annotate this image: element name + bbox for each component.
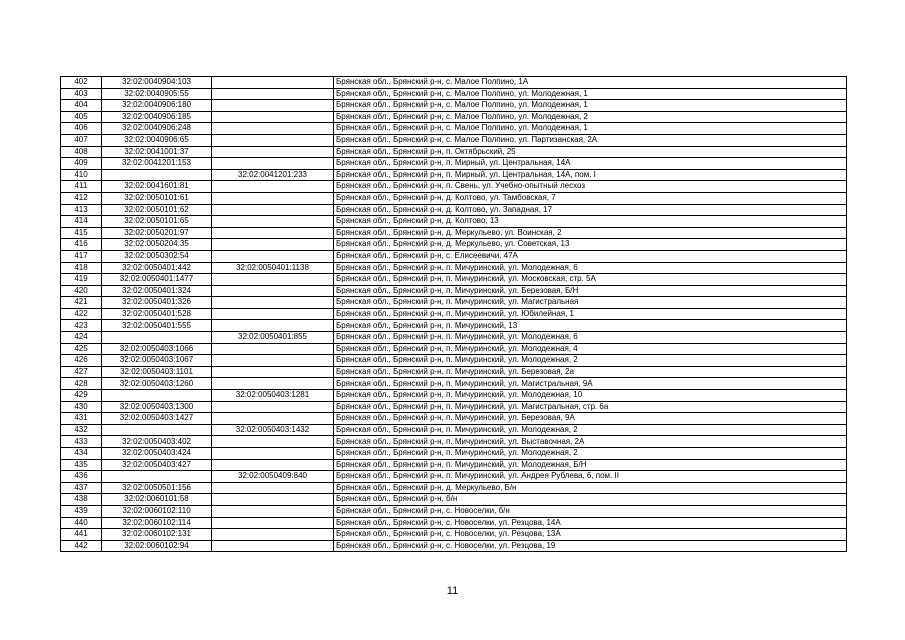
related-cadastral-number-cell: 32:02:0050409:840 (212, 471, 334, 483)
row-number-cell: 435 (61, 459, 102, 471)
table-body (61, 77, 847, 552)
cadastral-number-cell: 32:02:0050401:324 (102, 285, 212, 297)
table-row (61, 401, 847, 413)
table-row (61, 308, 847, 320)
cadastral-number-cell: 32:02:0060101:58 (102, 494, 212, 506)
related-cadastral-number-cell (212, 517, 334, 529)
table-row (61, 390, 847, 402)
related-cadastral-number-cell (212, 88, 334, 100)
table-row (61, 239, 847, 251)
cadastral-number-cell: 32:02:0050101:62 (102, 204, 212, 216)
related-cadastral-number-cell (212, 158, 334, 170)
cadastral-number-cell: 32:02:0050401:528 (102, 308, 212, 320)
address-cell: Брянская обл., Брянский р-н, п. Мичуринский, ул. Магистральная, стр. 6а (334, 401, 847, 413)
cadastral-number-cell: 32:02:0050403:424 (102, 448, 212, 460)
cadastral-number-cell: 32:02:0040906:65 (102, 134, 212, 146)
cadastral-number-cell: 32:02:0050204:35 (102, 239, 212, 251)
related-cadastral-number-cell (212, 540, 334, 552)
related-cadastral-number-cell (212, 482, 334, 494)
related-cadastral-number-cell (212, 320, 334, 332)
row-number-cell: 439 (61, 505, 102, 517)
related-cadastral-number-cell (212, 436, 334, 448)
table-row (61, 366, 847, 378)
row-number-cell: 402 (61, 77, 102, 89)
cadastral-number-cell: 32:02:0041001:37 (102, 146, 212, 158)
row-number-cell: 431 (61, 413, 102, 425)
address-cell: Брянская обл., Брянский р-н, с. Елисеевичи, 47А (334, 250, 847, 262)
address-cell: Брянская обл., Брянский р-н, п. Мичуринский, ул. Магистральная, 9А (334, 378, 847, 390)
row-number-cell: 418 (61, 262, 102, 274)
table-row (61, 192, 847, 204)
cadastral-number-cell: 32:02:0060102:94 (102, 540, 212, 552)
table-row (61, 274, 847, 286)
table-row (61, 146, 847, 158)
related-cadastral-number-cell (212, 297, 334, 309)
address-cell: Брянская обл., Брянский р-н, п. Мичуринский, ул. Березовая, 9А (334, 413, 847, 425)
table-row (61, 471, 847, 483)
address-cell: Брянская обл., Брянский р-н, п. Мичуринский, ул. Выставочная, 2А (334, 436, 847, 448)
related-cadastral-number-cell (212, 100, 334, 112)
row-number-cell: 404 (61, 100, 102, 112)
table-row (61, 285, 847, 297)
cadastral-number-cell (102, 390, 212, 402)
cadastral-number-cell: 32:02:0050101:65 (102, 216, 212, 228)
address-cell: Брянская обл., Брянский р-н, п. Свень, ул. Учебно-опытный лесхоз (334, 181, 847, 193)
address-cell: Брянская обл., Брянский р-н, п. Мичуринский, ул. Юбилейная, 1 (334, 308, 847, 320)
address-cell: Брянская обл., Брянский р-н, п. Мичуринский, ул. Березовая, 2а (334, 366, 847, 378)
row-number-cell: 409 (61, 158, 102, 170)
address-cell: Брянская обл., Брянский р-н, д. Колтово, ул. Тамбовская, 7 (334, 192, 847, 204)
row-number-cell: 433 (61, 436, 102, 448)
related-cadastral-number-cell: 32:02:0050401:855 (212, 332, 334, 344)
table-row (61, 459, 847, 471)
related-cadastral-number-cell: 32:02:0041201:233 (212, 169, 334, 181)
related-cadastral-number-cell (212, 274, 334, 286)
address-cell: Брянская обл., Брянский р-н, п. Мичуринский, ул. Молодежная, 6 (334, 332, 847, 344)
related-cadastral-number-cell (212, 192, 334, 204)
cadastral-number-cell: 32:02:0050403:1067 (102, 355, 212, 367)
cadastral-number-cell (102, 471, 212, 483)
row-number-cell: 427 (61, 366, 102, 378)
cadastral-number-cell: 32:02:0050403:1101 (102, 366, 212, 378)
address-cell: Брянская обл., Брянский р-н, с. Малое Полпино, ул. Молодежная, 1 (334, 100, 847, 112)
cadastral-number-cell: 32:02:0040906:180 (102, 100, 212, 112)
row-number-cell: 419 (61, 274, 102, 286)
table-row (61, 448, 847, 460)
address-cell: Брянская обл., Брянский р-н, с. Малое Полпино, 1А (334, 77, 847, 89)
property-table (60, 76, 847, 552)
cadastral-number-cell: 32:02:0050101:61 (102, 192, 212, 204)
related-cadastral-number-cell: 32:02:0050401:1138 (212, 262, 334, 274)
cadastral-number-cell (102, 424, 212, 436)
row-number-cell: 429 (61, 390, 102, 402)
related-cadastral-number-cell (212, 366, 334, 378)
related-cadastral-number-cell (212, 146, 334, 158)
table-row (61, 262, 847, 274)
address-cell: Брянская обл., Брянский р-н, п. Мичуринский, ул. Молодежная, 2 (334, 424, 847, 436)
row-number-cell: 422 (61, 308, 102, 320)
table-row (61, 529, 847, 541)
row-number-cell: 410 (61, 169, 102, 181)
row-number-cell: 437 (61, 482, 102, 494)
row-number-cell: 428 (61, 378, 102, 390)
address-cell: Брянская обл., Брянский р-н, п. Октябрьский, 25 (334, 146, 847, 158)
row-number-cell: 412 (61, 192, 102, 204)
address-cell: Брянская обл., Брянский р-н, п. Мичуринский, ул. Молодежная, 10 (334, 390, 847, 402)
address-cell: Брянская обл., Брянский р-н, д. Меркульево, Б/н (334, 482, 847, 494)
cadastral-number-cell: 32:02:0060102:131 (102, 529, 212, 541)
address-cell: Брянская обл., Брянский р-н, с. Новоселки, ул. Резцова, 14А (334, 517, 847, 529)
address-cell: Брянская обл., Брянский р-н, п. Мичуринский, ул. Молодежная, 6 (334, 262, 847, 274)
address-cell: Брянская обл., Брянский р-н, п. Мичуринский, ул. Магистральная (334, 297, 847, 309)
related-cadastral-number-cell (212, 134, 334, 146)
address-cell: Брянская обл., Брянский р-н, п. Мирный, ул. Центральная, 14А, пом. I (334, 169, 847, 181)
table-row (61, 88, 847, 100)
address-cell: Брянская обл., Брянский р-н, п. Мичуринский, ул. Московская, стр. 5А (334, 274, 847, 286)
table-row (61, 494, 847, 506)
related-cadastral-number-cell (212, 77, 334, 89)
cadastral-number-cell: 32:02:0050501:156 (102, 482, 212, 494)
address-cell: Брянская обл., Брянский р-н, п. Мичуринский, ул. Березовая, Б/Н (334, 285, 847, 297)
table-row (61, 250, 847, 262)
address-cell: Брянская обл., Брянский р-н, с. Малое Полпино, ул. Молодежная, 1 (334, 88, 847, 100)
row-number-cell: 416 (61, 239, 102, 251)
related-cadastral-number-cell (212, 123, 334, 135)
table-row (61, 332, 847, 344)
table-row (61, 436, 847, 448)
table-row (61, 204, 847, 216)
row-number-cell: 420 (61, 285, 102, 297)
address-cell: Брянская обл., Брянский р-н, с. Малое Полпино, ул. Партизанская, 2А (334, 134, 847, 146)
address-cell: Брянская обл., Брянский р-н, с. Малое Полпино, ул. Молодежная, 2 (334, 111, 847, 123)
cadastral-number-cell: 32:02:0040904:103 (102, 77, 212, 89)
address-cell: Брянская обл., Брянский р-н, п. Мичуринский, ул. Молодежная, 2 (334, 355, 847, 367)
address-cell: Брянская обл., Брянский р-н, п. Мичуринский, ул. Молодежная, Б/Н (334, 459, 847, 471)
cadastral-number-cell: 32:02:0041201:153 (102, 158, 212, 170)
cadastral-number-cell: 32:02:0040906:185 (102, 111, 212, 123)
related-cadastral-number-cell (212, 401, 334, 413)
cadastral-number-cell: 32:02:0050401:326 (102, 297, 212, 309)
address-cell: Брянская обл., Брянский р-н, б/н (334, 494, 847, 506)
row-number-cell: 421 (61, 297, 102, 309)
address-cell: Брянская обл., Брянский р-н, п. Мичуринский, 13 (334, 320, 847, 332)
address-cell: Брянская обл., Брянский р-н, д. Меркульево, ул. Советская, 13 (334, 239, 847, 251)
related-cadastral-number-cell (212, 343, 334, 355)
address-cell: Брянская обл., Брянский р-н, д. Меркульево, ул. Воинская, 2 (334, 227, 847, 239)
table-row (61, 169, 847, 181)
table-row (61, 424, 847, 436)
row-number-cell: 441 (61, 529, 102, 541)
cadastral-number-cell: 32:02:0041601:81 (102, 181, 212, 193)
row-number-cell: 405 (61, 111, 102, 123)
related-cadastral-number-cell (212, 355, 334, 367)
table-row (61, 123, 847, 135)
table-row (61, 158, 847, 170)
table-row (61, 355, 847, 367)
related-cadastral-number-cell (212, 227, 334, 239)
table-row (61, 517, 847, 529)
cadastral-number-cell: 32:02:0050403:402 (102, 436, 212, 448)
cadastral-number-cell (102, 169, 212, 181)
row-number-cell: 436 (61, 471, 102, 483)
table-row (61, 482, 847, 494)
row-number-cell: 424 (61, 332, 102, 344)
cadastral-number-cell (102, 332, 212, 344)
related-cadastral-number-cell (212, 250, 334, 262)
row-number-cell: 417 (61, 250, 102, 262)
table-row (61, 227, 847, 239)
row-number-cell: 414 (61, 216, 102, 228)
related-cadastral-number-cell (212, 181, 334, 193)
address-cell: Брянская обл., Брянский р-н, п. Мичуринский, ул. Андрея Рублева, 6, пом. II (334, 471, 847, 483)
address-cell: Брянская обл., Брянский р-н, п. Мичуринский, ул. Молодежная, 2 (334, 448, 847, 460)
related-cadastral-number-cell (212, 285, 334, 297)
cadastral-number-cell: 32:02:0050401:555 (102, 320, 212, 332)
address-cell: Брянская обл., Брянский р-н, п. Мирный, ул. Центральная, 14А (334, 158, 847, 170)
table-row (61, 111, 847, 123)
table-row (61, 505, 847, 517)
related-cadastral-number-cell (212, 239, 334, 251)
row-number-cell: 425 (61, 343, 102, 355)
cadastral-number-cell: 32:02:0050403:1066 (102, 343, 212, 355)
related-cadastral-number-cell (212, 413, 334, 425)
row-number-cell: 432 (61, 424, 102, 436)
cadastral-number-cell: 32:02:0050401:1477 (102, 274, 212, 286)
related-cadastral-number-cell (212, 494, 334, 506)
page-number: 11 (446, 585, 459, 597)
related-cadastral-number-cell: 32:02:0050403:1281 (212, 390, 334, 402)
cadastral-number-cell: 32:02:0050201:97 (102, 227, 212, 239)
address-cell: Брянская обл., Брянский р-н, д. Колтово, 13 (334, 216, 847, 228)
related-cadastral-number-cell (212, 529, 334, 541)
cadastral-number-cell: 32:02:0050403:427 (102, 459, 212, 471)
related-cadastral-number-cell (212, 216, 334, 228)
related-cadastral-number-cell (212, 204, 334, 216)
related-cadastral-number-cell: 32:02:0050403:1432 (212, 424, 334, 436)
cadastral-number-cell: 32:02:0060102:114 (102, 517, 212, 529)
table-row (61, 181, 847, 193)
row-number-cell: 413 (61, 204, 102, 216)
row-number-cell: 440 (61, 517, 102, 529)
table-row (61, 297, 847, 309)
address-cell: Брянская обл., Брянский р-н, с. Новоселки, ул. Резцова, 13А (334, 529, 847, 541)
row-number-cell: 442 (61, 540, 102, 552)
address-cell: Брянская обл., Брянский р-н, с. Новоселки, б/н (334, 505, 847, 517)
related-cadastral-number-cell (212, 308, 334, 320)
table-row (61, 413, 847, 425)
row-number-cell: 408 (61, 146, 102, 158)
cadastral-number-cell: 32:02:0040905:55 (102, 88, 212, 100)
cadastral-number-cell: 32:02:0050403:1427 (102, 413, 212, 425)
table-row (61, 134, 847, 146)
row-number-cell: 438 (61, 494, 102, 506)
row-number-cell: 403 (61, 88, 102, 100)
cadastral-number-cell: 32:02:0050302:54 (102, 250, 212, 262)
row-number-cell: 434 (61, 448, 102, 460)
table-row (61, 100, 847, 112)
related-cadastral-number-cell (212, 459, 334, 471)
table-row (61, 77, 847, 89)
cadastral-number-cell: 32:02:0050403:1300 (102, 401, 212, 413)
cadastral-number-cell: 32:02:0060102:110 (102, 505, 212, 517)
related-cadastral-number-cell (212, 505, 334, 517)
cadastral-number-cell: 32:02:0050401:442 (102, 262, 212, 274)
row-number-cell: 426 (61, 355, 102, 367)
address-cell: Брянская обл., Брянский р-н, с. Малое Полпино, ул. Молодежная, 1 (334, 123, 847, 135)
related-cadastral-number-cell (212, 448, 334, 460)
row-number-cell: 406 (61, 123, 102, 135)
row-number-cell: 407 (61, 134, 102, 146)
cadastral-number-cell: 32:02:0040906:248 (102, 123, 212, 135)
related-cadastral-number-cell (212, 111, 334, 123)
table-row (61, 378, 847, 390)
address-cell: Брянская обл., Брянский р-н, д. Колтово, ул. Западная, 17 (334, 204, 847, 216)
row-number-cell: 411 (61, 181, 102, 193)
table-row (61, 540, 847, 552)
table-row (61, 320, 847, 332)
address-cell: Брянская обл., Брянский р-н, с. Новоселки, ул. Резцова, 19 (334, 540, 847, 552)
related-cadastral-number-cell (212, 378, 334, 390)
row-number-cell: 423 (61, 320, 102, 332)
row-number-cell: 415 (61, 227, 102, 239)
table-row (61, 216, 847, 228)
table-row (61, 343, 847, 355)
cadastral-number-cell: 32:02:0050403:1260 (102, 378, 212, 390)
row-number-cell: 430 (61, 401, 102, 413)
address-cell: Брянская обл., Брянский р-н, п. Мичуринский, ул. Молодежная, 4 (334, 343, 847, 355)
